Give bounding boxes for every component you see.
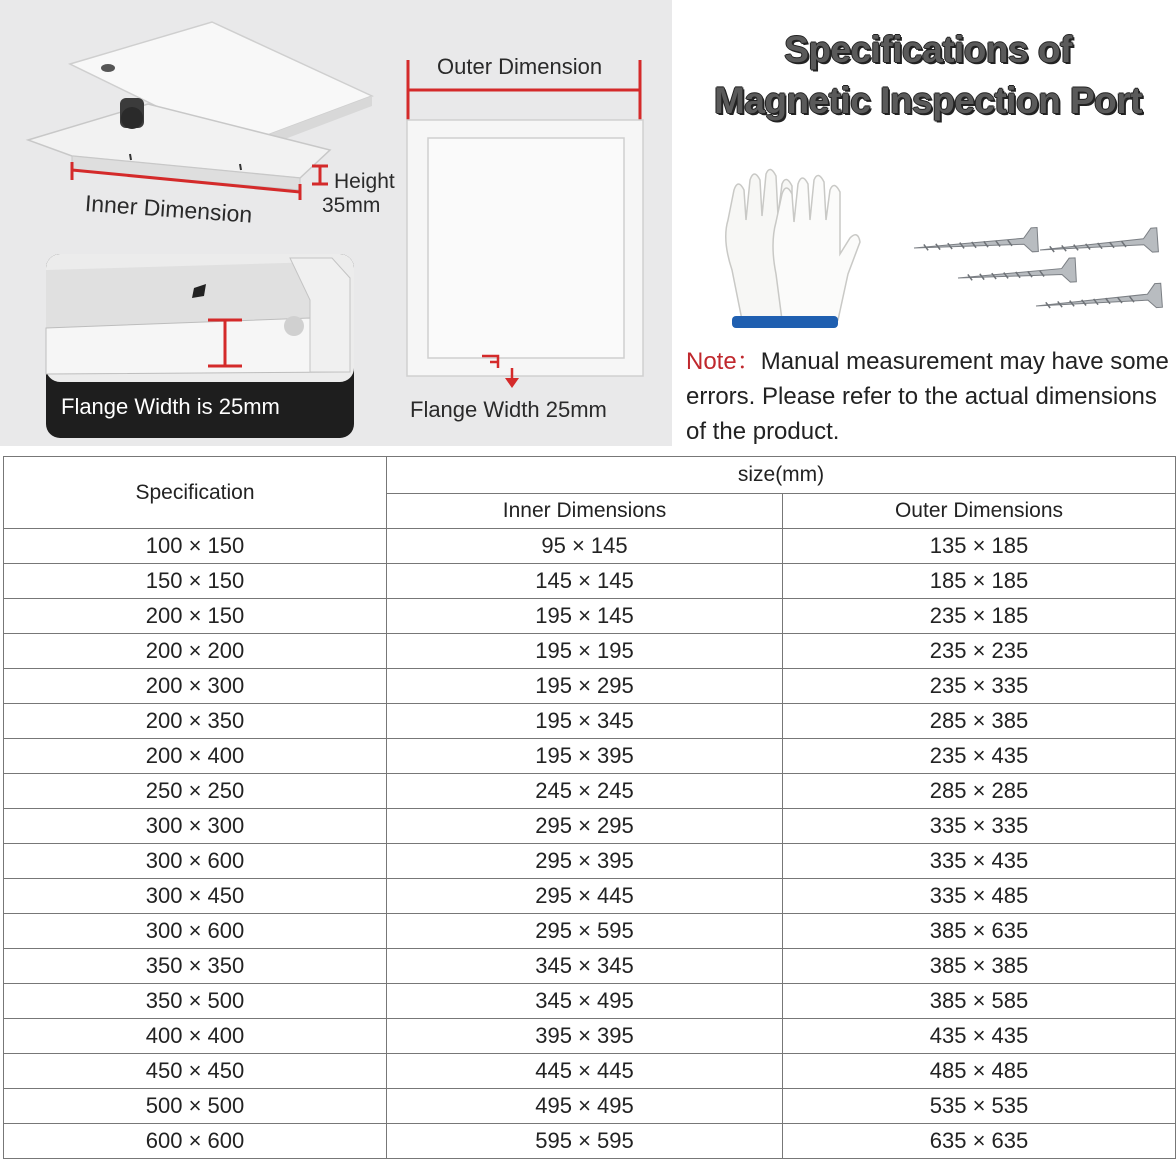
cell-outer-dimensions: 135 × 185 [783, 529, 1176, 564]
cell-inner-dimensions: 145 × 145 [387, 564, 783, 599]
cell-specification: 200 × 300 [4, 669, 387, 704]
cell-outer-dimensions: 285 × 385 [783, 704, 1176, 739]
table-row [4, 599, 1176, 634]
cell-specification: 100 × 150 [4, 529, 387, 564]
cell-inner-dimensions: 295 × 445 [387, 879, 783, 914]
cell-specification: 500 × 500 [4, 1089, 387, 1124]
product-illustration-area [0, 0, 1176, 452]
cell-inner-dimensions: 395 × 395 [387, 1019, 783, 1054]
table-row [4, 774, 1176, 809]
cell-outer-dimensions: 635 × 635 [783, 1124, 1176, 1159]
table-row [4, 879, 1176, 914]
cell-specification: 250 × 250 [4, 774, 387, 809]
cell-specification: 200 × 350 [4, 704, 387, 739]
cell-inner-dimensions: 245 × 245 [387, 774, 783, 809]
note-text: Manual measurement may have some errors. Please refer to the actual dimensions of the product. [686, 348, 1169, 445]
cell-specification: 150 × 150 [4, 564, 387, 599]
cell-outer-dimensions: 385 × 635 [783, 914, 1176, 949]
cell-inner-dimensions: 195 × 295 [387, 669, 783, 704]
table-row [4, 1019, 1176, 1054]
cell-specification: 400 × 400 [4, 1019, 387, 1054]
cell-specification: 300 × 600 [4, 844, 387, 879]
cell-outer-dimensions: 235 × 185 [783, 599, 1176, 634]
table-row [4, 844, 1176, 879]
cell-outer-dimensions: 235 × 335 [783, 669, 1176, 704]
table-row [4, 1124, 1176, 1159]
flange-width-label: Flange Width 25mm [410, 397, 607, 422]
table-row [4, 704, 1176, 739]
cell-specification: 200 × 200 [4, 634, 387, 669]
lid-hole [101, 64, 115, 72]
cell-specification: 450 × 450 [4, 1054, 387, 1089]
table-row [4, 564, 1176, 599]
outer-dimension-label: Outer Dimension [437, 54, 603, 79]
cell-inner-dimensions: 195 × 195 [387, 634, 783, 669]
table-row [4, 529, 1176, 564]
table-row [4, 1054, 1176, 1089]
cell-outer-dimensions: 335 × 335 [783, 809, 1176, 844]
cell-outer-dimensions: 335 × 485 [783, 879, 1176, 914]
flange-width-caption: Flange Width is 25mm [61, 394, 280, 419]
table-row [4, 949, 1176, 984]
cell-outer-dimensions: 435 × 435 [783, 1019, 1176, 1054]
height-label: Height [334, 170, 395, 193]
cell-outer-dimensions: 385 × 385 [783, 949, 1176, 984]
cell-inner-dimensions: 295 × 295 [387, 809, 783, 844]
cell-inner-dimensions: 195 × 145 [387, 599, 783, 634]
cell-inner-dimensions: 595 × 595 [387, 1124, 783, 1159]
table-body [4, 529, 1176, 1159]
cell-specification: 300 × 300 [4, 809, 387, 844]
measurement-note [686, 344, 1176, 449]
page-title [680, 24, 1176, 126]
cell-inner-dimensions: 495 × 495 [387, 1089, 783, 1124]
table-row [4, 914, 1176, 949]
cell-inner-dimensions: 95 × 145 [387, 529, 783, 564]
cell-inner-dimensions: 195 × 345 [387, 704, 783, 739]
cell-inner-dimensions: 295 × 595 [387, 914, 783, 949]
cell-inner-dimensions: 345 × 345 [387, 949, 783, 984]
cell-outer-dimensions: 235 × 435 [783, 739, 1176, 774]
table-row [4, 669, 1176, 704]
accessories-illustration [672, 150, 1176, 340]
inner-dimension-label: Inner Dimension [84, 190, 254, 228]
table-row [4, 984, 1176, 1019]
cell-outer-dimensions: 485 × 485 [783, 1054, 1176, 1089]
product-photo-panel [0, 0, 672, 446]
cell-outer-dimensions: 235 × 235 [783, 634, 1176, 669]
title-line-1: Specifications of [784, 29, 1072, 70]
table-header-row [4, 457, 1176, 494]
cell-outer-dimensions: 335 × 435 [783, 844, 1176, 879]
specification-table [3, 456, 1176, 1159]
height-value: 35mm [322, 194, 381, 217]
cell-inner-dimensions: 195 × 395 [387, 739, 783, 774]
title-line-2: Magnetic Inspection Port [714, 80, 1142, 121]
header-specification: Specification [4, 457, 387, 529]
cell-outer-dimensions: 385 × 585 [783, 984, 1176, 1019]
cell-specification: 300 × 450 [4, 879, 387, 914]
cell-specification: 200 × 400 [4, 739, 387, 774]
cell-specification: 300 × 600 [4, 914, 387, 949]
cell-outer-dimensions: 535 × 535 [783, 1089, 1176, 1124]
cell-specification: 600 × 600 [4, 1124, 387, 1159]
header-outer-dimensions: Outer Dimensions [783, 494, 1176, 529]
table-row [4, 634, 1176, 669]
cell-inner-dimensions: 345 × 495 [387, 984, 783, 1019]
cell-outer-dimensions: 185 × 185 [783, 564, 1176, 599]
header-inner-dimensions: Inner Dimensions [387, 494, 783, 529]
cell-inner-dimensions: 445 × 445 [387, 1054, 783, 1089]
cell-specification: 350 × 500 [4, 984, 387, 1019]
cell-specification: 350 × 350 [4, 949, 387, 984]
screws-icon [913, 228, 1162, 316]
gloves-icon [726, 169, 860, 328]
cell-specification: 200 × 150 [4, 599, 387, 634]
cell-inner-dimensions: 295 × 395 [387, 844, 783, 879]
table-row [4, 809, 1176, 844]
table-row [4, 1089, 1176, 1124]
cell-outer-dimensions: 285 × 285 [783, 774, 1176, 809]
table-row [4, 739, 1176, 774]
note-label: Note： [686, 348, 761, 375]
header-size: size(mm) [387, 457, 1176, 494]
